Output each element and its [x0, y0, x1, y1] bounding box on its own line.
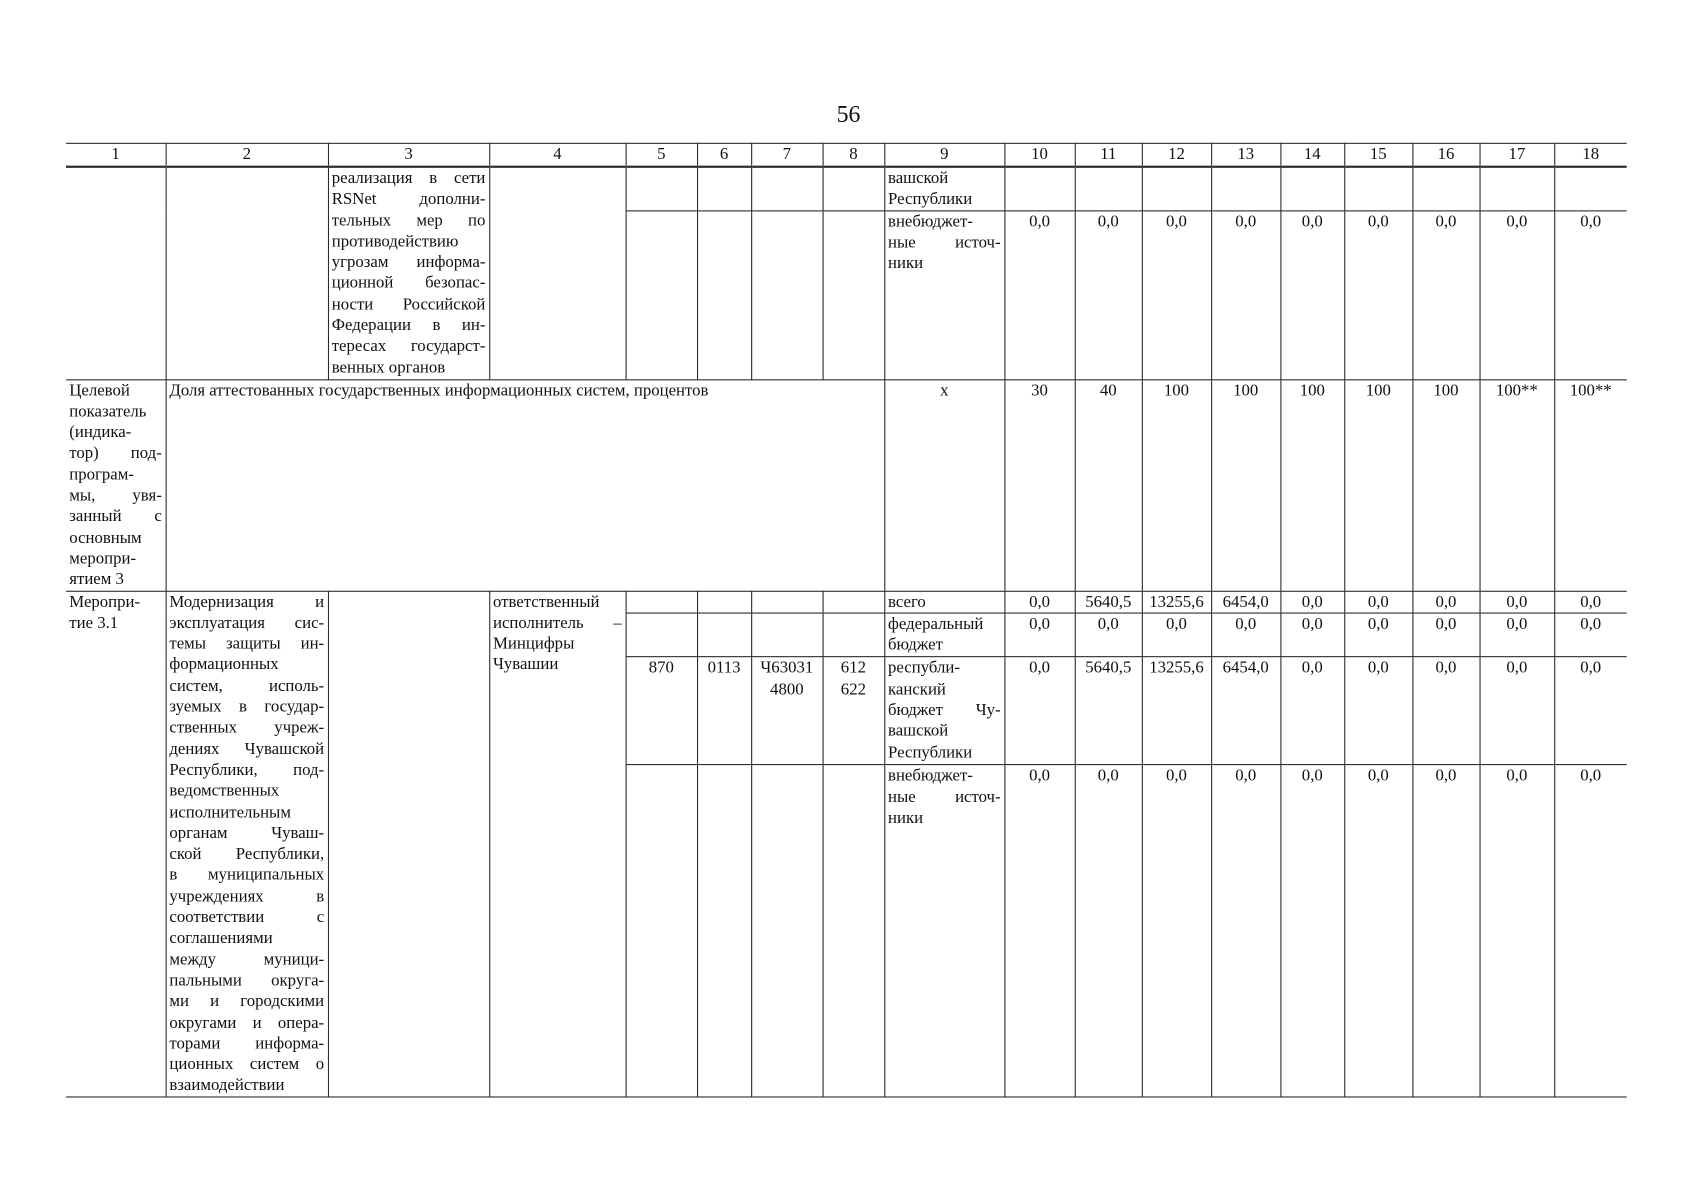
funding-value: [1211, 613, 1280, 657]
carry-col4: [489, 167, 625, 380]
budget-code-col6: [697, 765, 751, 1097]
target-indicator-value: [1412, 379, 1479, 590]
carry-col3-line: тересах государст-: [331, 337, 486, 356]
funding-source-line: бюджет: [888, 635, 943, 655]
budget-code-col6: [697, 657, 751, 765]
funding-value: [1211, 765, 1280, 1097]
budget-code-col8: [823, 657, 885, 765]
funding-value: [1075, 765, 1142, 1097]
target-indicator-col9-text: х: [940, 381, 949, 400]
carry-b-value: [1554, 210, 1627, 379]
funding-source: [884, 613, 1004, 657]
funding-value: [1412, 613, 1479, 657]
budget-code-col8-line: 622: [840, 679, 866, 699]
column-number-18-text: 18: [1582, 144, 1600, 164]
measure-description-line: в муниципальных: [169, 865, 325, 885]
target-indicator-description-text: Доля аттестованных государственных информационных систем, процентов: [169, 381, 709, 400]
funding-source-line: канский: [888, 679, 946, 699]
funding-value-text: 0,0: [1029, 658, 1051, 678]
funding-value-text: 0,0: [1506, 658, 1528, 678]
funding-value: [1412, 657, 1479, 765]
measure-description-line: ведомственных: [169, 781, 280, 801]
funding-value-text: 6454,0: [1222, 592, 1269, 611]
target-indicator-label-line: основным: [69, 528, 142, 547]
measure-responsible-line: исполнитель –: [492, 613, 622, 632]
carry-b-value-text: 0,0: [1367, 212, 1389, 231]
measure-col3: [328, 591, 489, 1097]
funding-value: [1280, 613, 1344, 657]
funding-source-line: вашской: [888, 721, 949, 741]
column-number-10-text: 10: [1031, 144, 1048, 164]
funding-value: [1211, 591, 1280, 613]
carry-col3-line: RSNet дополни-: [331, 189, 486, 209]
target-indicator-description: [166, 379, 885, 590]
column-number-8-text: 8: [849, 144, 858, 164]
target-indicator-value: [1004, 379, 1074, 590]
budget-code-col6-text: 0113: [707, 658, 741, 678]
carry-b-value: [1280, 210, 1344, 379]
funding-source-line: республи-: [888, 658, 960, 678]
funding-value-text: 0,0: [1301, 592, 1323, 611]
funding-value-text: 0,0: [1367, 766, 1389, 786]
page-number: 56: [836, 100, 861, 128]
carry-col3-line: противодействию: [331, 232, 459, 251]
target-indicator-col9: [884, 379, 1004, 590]
carry-b-value: [1344, 210, 1412, 379]
column-number-6: [697, 143, 751, 166]
measure-description-line: эксплуатация сис-: [169, 613, 325, 632]
measure-description-line: ственных учреж-: [169, 718, 325, 738]
carry-a-col11: [1075, 167, 1142, 211]
budget-code-col5: [626, 765, 697, 1097]
carry-a-col17: [1480, 167, 1555, 211]
target-indicator-label-line: показатель: [69, 402, 147, 421]
measure-description-line: торами информа-: [169, 1034, 325, 1053]
measure-description-line: соглашениями: [169, 928, 273, 948]
funding-value-text: 0,0: [1301, 614, 1323, 634]
column-number-17: [1480, 143, 1555, 166]
column-number-9-text: 9: [940, 144, 949, 164]
funding-value: [1554, 765, 1627, 1097]
target-indicator-value-text: 40: [1099, 381, 1117, 400]
funding-value-text: 0,0: [1435, 614, 1457, 634]
target-indicator-value-text: 100: [1433, 381, 1459, 400]
funding-value: [1480, 613, 1555, 657]
budget-code-col5: [626, 613, 697, 657]
budget-code-col7: [751, 657, 822, 765]
carry-col3-line: Федерации в ин-: [331, 316, 486, 335]
funding-value-text: 0,0: [1435, 592, 1457, 611]
funding-source-line: всего: [888, 592, 926, 611]
funding-value-text: 0,0: [1165, 614, 1187, 634]
funding-value: [1075, 613, 1142, 657]
funding-value-text: 0,0: [1506, 592, 1528, 611]
budget-code-col5: [626, 657, 697, 765]
column-number-18: [1554, 143, 1627, 166]
column-number-3: [328, 143, 489, 166]
column-number-6-text: 6: [719, 144, 729, 164]
measure-description-line: учреждениях в: [169, 886, 325, 906]
funding-value: [1004, 765, 1074, 1097]
measure-description-line: ми и городскими: [169, 992, 325, 1011]
funding-value: [1142, 765, 1211, 1097]
measure-description-line: органам Чуваш-: [169, 823, 325, 843]
carry-b-value: [1412, 210, 1479, 379]
funding-value-text: 0,0: [1029, 592, 1051, 611]
carry-a-col5: [626, 167, 697, 211]
column-number-8: [823, 143, 885, 166]
target-indicator-label-line: Целевой: [69, 381, 130, 400]
column-number-14-text: 14: [1303, 144, 1321, 164]
measure-responsible-line: Чувашии: [492, 655, 559, 675]
column-number-5: [626, 143, 697, 166]
funding-value-text: 13255,6: [1149, 592, 1204, 611]
funding-value-text: 0,0: [1029, 766, 1051, 786]
carry-a-col18: [1554, 167, 1627, 211]
column-number-11: [1075, 143, 1142, 166]
carry-a-col6: [697, 167, 751, 211]
funding-value-text: 5640,5: [1085, 592, 1132, 611]
funding-source: [884, 765, 1004, 1097]
measure-responsible: [489, 591, 625, 1097]
target-indicator-value: [1554, 379, 1627, 590]
carry-col3-line: реализация в сети: [331, 168, 486, 188]
measure-description-line: исполнительным: [169, 802, 291, 822]
funding-value: [1344, 657, 1412, 765]
carry-col3-line: тельных мер по: [331, 210, 486, 230]
funding-source-line: федеральный: [888, 614, 984, 634]
target-indicator-label-line: (индика-: [69, 423, 132, 442]
funding-value-text: 0,0: [1580, 592, 1602, 611]
funding-value: [1412, 591, 1479, 613]
carry-b-value: [1480, 210, 1555, 379]
funding-value-text: 0,0: [1506, 614, 1528, 634]
funding-value: [1211, 657, 1280, 765]
target-indicator-label-line: ятием 3: [69, 570, 124, 589]
measure-label-line: Меропри-: [69, 592, 141, 611]
funding-value: [1480, 657, 1555, 765]
column-number-13: [1211, 143, 1280, 166]
measure-label: [66, 591, 166, 1097]
column-number-10: [1004, 143, 1074, 166]
column-number-14: [1280, 143, 1344, 166]
measure-label-line: тие 3.1: [69, 613, 119, 632]
carry-b-funding-source-line: ные источ-: [888, 233, 1001, 252]
carry-b-value-text: 0,0: [1506, 212, 1528, 231]
budget-code-col8: [823, 591, 885, 613]
target-indicator-value: [1480, 379, 1555, 590]
funding-value: [1004, 657, 1074, 765]
measure-description-line: взаимодействии: [169, 1076, 285, 1095]
funding-source: [884, 657, 1004, 765]
column-number-16-text: 16: [1437, 144, 1455, 164]
funding-value-text: 0,0: [1435, 658, 1457, 678]
carry-a-col14: [1280, 167, 1344, 211]
column-number-7-text: 7: [782, 144, 792, 164]
funding-source-line: внебюджет-: [888, 766, 973, 786]
budget-code-col8: [823, 613, 885, 657]
target-indicator-label-line: меропри-: [69, 549, 137, 568]
funding-source-line: Республики: [888, 742, 973, 762]
budget-code-col6: [697, 613, 751, 657]
funding-value-text: 0,0: [1235, 766, 1257, 786]
funding-value: [1344, 591, 1412, 613]
measure-description-line: ционных систем о: [169, 1055, 325, 1074]
funding-value: [1344, 765, 1412, 1097]
funding-value-text: 0,0: [1580, 614, 1602, 634]
measure-responsible-line: Минцифры: [492, 634, 575, 654]
carry-b-value-text: 0,0: [1165, 212, 1187, 231]
budget-code-col7: [751, 591, 822, 613]
budget-code-col5-text: 870: [648, 658, 674, 678]
funding-value-text: 5640,5: [1085, 658, 1132, 678]
carry-b-col5: [626, 210, 697, 379]
funding-value: [1412, 765, 1479, 1097]
column-number-4: [489, 143, 625, 166]
funding-value: [1280, 591, 1344, 613]
funding-value-text: 0,0: [1235, 614, 1257, 634]
column-number-15-text: 15: [1369, 144, 1387, 164]
measure-description-line: ской Республики,: [169, 844, 325, 864]
target-indicator-value-text: 30: [1031, 381, 1048, 400]
column-number-15: [1344, 143, 1412, 166]
funding-value: [1075, 657, 1142, 765]
carry-col3-line: ности Российской: [331, 295, 486, 314]
carry-a-col16: [1412, 167, 1479, 211]
carry-b-funding-source: [884, 210, 1004, 379]
carry-col3-line: угрозам информа-: [331, 253, 486, 272]
funding-value-text: 6454,0: [1222, 658, 1269, 678]
funding-source: [884, 591, 1004, 613]
column-number-12-text: 12: [1168, 144, 1185, 164]
budget-table: [66, 143, 1627, 1097]
column-number-16: [1412, 143, 1479, 166]
funding-value: [1554, 613, 1627, 657]
funding-value: [1004, 613, 1074, 657]
funding-value-text: 0,0: [1367, 592, 1389, 611]
target-indicator-value: [1344, 379, 1412, 590]
carry-a-col8: [823, 167, 885, 211]
measure-description-line: зуемых в государ-: [169, 697, 325, 717]
budget-code-col7: [751, 613, 822, 657]
target-indicator-value-text: 100**: [1569, 381, 1612, 400]
carry-a-funding-source: [884, 167, 1004, 211]
target-indicator-value: [1075, 379, 1142, 590]
funding-value-text: 0,0: [1097, 614, 1119, 634]
column-number-5-text: 5: [657, 144, 666, 164]
target-indicator-value: [1142, 379, 1211, 590]
column-number-9: [884, 143, 1004, 166]
carry-b-value: [1211, 210, 1280, 379]
measure-description-line: формационных: [169, 655, 279, 675]
carry-a-col10: [1004, 167, 1074, 211]
carry-b-value-text: 0,0: [1301, 212, 1323, 231]
column-number-2-text: 2: [242, 144, 251, 164]
carry-b-funding-source-line: внебюджет-: [888, 212, 973, 231]
carry-b-col6: [697, 210, 751, 379]
carry-b-col8: [823, 210, 885, 379]
carry-b-funding-source-line: ники: [888, 254, 924, 273]
measure-responsible-line: ответственный: [492, 592, 600, 611]
funding-value: [1344, 613, 1412, 657]
table-row: [66, 167, 1627, 211]
target-indicator-value-text: 100**: [1495, 381, 1538, 400]
funding-value: [1280, 765, 1344, 1097]
funding-value-text: 0,0: [1435, 766, 1457, 786]
budget-code-col7-line: Ч63031: [760, 658, 814, 678]
column-number-17-text: 17: [1508, 144, 1526, 164]
carry-b-col7: [751, 210, 822, 379]
measure-description-line: округами и опера-: [169, 1013, 325, 1032]
target-indicator-label-line: тор) под-: [69, 444, 162, 463]
carry-a-col15: [1344, 167, 1412, 211]
carry-b-value-text: 0,0: [1029, 212, 1051, 231]
target-indicator-value: [1211, 379, 1280, 590]
funding-value-text: 0,0: [1367, 658, 1389, 678]
funding-value-text: 0,0: [1097, 766, 1119, 786]
column-number-1-text: 1: [111, 144, 120, 164]
budget-code-col7-line: 4800: [770, 679, 804, 699]
target-indicator-value-text: 100: [1163, 381, 1190, 400]
budget-code-col6: [697, 591, 751, 613]
funding-value: [1480, 765, 1555, 1097]
budget-code-col8-line: 612: [840, 658, 866, 678]
column-number-1: [66, 143, 166, 166]
column-number-7: [751, 143, 822, 166]
carry-b-value-text: 0,0: [1097, 212, 1119, 231]
budget-code-col8: [823, 765, 885, 1097]
funding-value: [1142, 613, 1211, 657]
funding-value-text: 0,0: [1301, 766, 1323, 786]
budget-code-col5: [626, 591, 697, 613]
funding-value-text: 0,0: [1301, 658, 1323, 678]
funding-value-text: 0,0: [1165, 766, 1187, 786]
carry-col1: [66, 167, 166, 380]
carry-col2: [166, 167, 328, 380]
funding-source-line: ные источ-: [888, 787, 1001, 807]
column-number-11-text: 11: [1100, 144, 1117, 164]
measure-description-line: между муници-: [169, 949, 325, 969]
target-indicator-label-line: програм-: [69, 465, 134, 484]
column-number-12: [1142, 143, 1211, 166]
funding-value: [1004, 591, 1074, 613]
table-row: [66, 379, 1627, 590]
carry-a-col12: [1142, 167, 1211, 211]
budget-code-col7: [751, 765, 822, 1097]
carry-a-funding-source-line: вашской: [888, 168, 949, 188]
carry-a-col7: [751, 167, 822, 211]
measure-description-line: дениях Чувашской: [169, 739, 325, 759]
funding-value-text: 0,0: [1580, 766, 1602, 786]
funding-value-text: 0,0: [1580, 658, 1602, 678]
funding-value: [1142, 591, 1211, 613]
column-number-4-text: 4: [553, 144, 562, 164]
carry-b-value-text: 0,0: [1235, 212, 1257, 231]
carry-b-value: [1142, 210, 1211, 379]
measure-description-line: пальными округа-: [169, 970, 325, 990]
carry-col3-line: ционной безопас-: [331, 274, 486, 293]
carry-b-value-text: 0,0: [1435, 212, 1457, 231]
carry-b-value: [1075, 210, 1142, 379]
funding-value: [1480, 591, 1555, 613]
carry-b-value: [1004, 210, 1074, 379]
column-number-3-text: 3: [404, 144, 413, 164]
target-indicator-label-line: занный с: [69, 507, 162, 526]
carry-col3-line: венных органов: [331, 358, 446, 377]
funding-value: [1142, 657, 1211, 765]
measure-description-line: Модернизация и: [169, 592, 325, 611]
funding-source-line: бюджет Чу-: [888, 700, 1001, 720]
target-indicator-value: [1280, 379, 1344, 590]
funding-value: [1280, 657, 1344, 765]
carry-a-funding-source-line: Республики: [888, 189, 973, 209]
target-indicator-label-line: мы, увя-: [69, 486, 162, 505]
column-number-13-text: 13: [1237, 144, 1255, 164]
measure-description-line: систем, исполь-: [169, 676, 325, 696]
funding-value: [1075, 591, 1142, 613]
measure-description-line: Республики, под-: [169, 760, 325, 780]
table-row: [66, 591, 1627, 613]
target-indicator-value-text: 100: [1299, 381, 1325, 400]
carry-a-col13: [1211, 167, 1280, 211]
measure-description-line: соответствии с: [169, 907, 325, 927]
funding-value: [1554, 591, 1627, 613]
measure-description-line: темы защиты ин-: [169, 634, 325, 654]
funding-value-text: 0,0: [1029, 614, 1051, 634]
funding-value-text: 0,0: [1506, 766, 1528, 786]
header-row: [66, 143, 1627, 166]
funding-source-line: ники: [888, 808, 924, 828]
column-number-2: [166, 143, 328, 166]
target-indicator-label: [66, 379, 166, 590]
target-indicator-value-text: 100: [1233, 381, 1259, 400]
funding-value-text: 13255,6: [1149, 658, 1204, 678]
carry-col3: [328, 167, 489, 380]
measure-description: [166, 591, 328, 1097]
funding-value: [1554, 657, 1627, 765]
funding-value-text: 0,0: [1367, 614, 1389, 634]
carry-b-value-text: 0,0: [1580, 212, 1602, 231]
target-indicator-value-text: 100: [1365, 381, 1391, 400]
